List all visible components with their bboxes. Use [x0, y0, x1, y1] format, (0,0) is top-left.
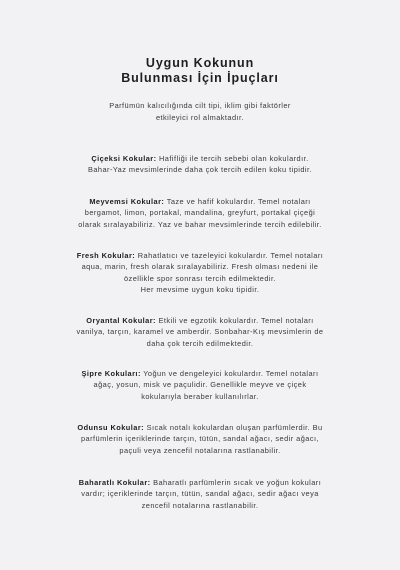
- intro-line: etkileyici rol almaktadır.: [155, 113, 245, 122]
- section-text: Rahatlatıcı ve tazeleyici kokulardır. Temel notaları: [135, 251, 324, 260]
- intro-text: [60, 100, 340, 124]
- section-term: Oryantal Kokular:: [86, 316, 156, 325]
- section-text: bergamot, limon, portakal, mandalina, greyfurt, portakal çiçeği: [84, 208, 316, 218]
- section-text: zencefil notalarına rastlanabilir.: [141, 500, 259, 510]
- section-oriental: [48, 315, 352, 349]
- section-text: özellikle spor sonrası tercih edilmektedir.: [123, 273, 277, 283]
- section-text: olarak sıralayabiliriz. Yaz ve bahar mevsimlerinde tercih edilebilir.: [78, 219, 322, 229]
- page-title: [0, 56, 400, 85]
- section-fresh: [48, 250, 352, 296]
- section-text: Taze ve hafif kokulardır. Temel notaları: [164, 197, 311, 206]
- section-text: Sıcak notalı kokulardan oluşan parfümlerdir. Bu: [144, 423, 323, 432]
- section-text: kokularıyla beraber kullanılırlar.: [141, 391, 259, 401]
- section-text: ağaç, yosun, misk ve paçulidir. Genellikle meyve ve çiçek: [93, 380, 307, 390]
- section-text: vardır; içeriklerinde tarçın, tütün, sandal ağacı, sedir ağacı veya: [81, 489, 319, 499]
- section-text: daha çok tercih edilmektedir.: [146, 338, 254, 348]
- page-title-line: Uygun Kokunun: [145, 56, 255, 70]
- section-first-line: [48, 250, 352, 261]
- section-text: vanilya, tarçın, karamel ve amberdir. Sonbahar-Kış mevsimlerin de: [76, 327, 324, 337]
- section-chypre: [48, 368, 352, 402]
- section-text: paçuli veya zencefil notalarına rastlanabilir.: [119, 445, 281, 455]
- section-term: Baharatlı Kokular:: [78, 478, 151, 487]
- section-first-line: [48, 368, 352, 379]
- page-title-line: Bulunması İçin İpuçları: [121, 70, 279, 85]
- section-term: Odunsu Kokular:: [77, 423, 145, 432]
- section-spicy: [48, 477, 352, 511]
- section-term: Şipre Kokuları:: [81, 369, 141, 378]
- section-first-line: [48, 422, 352, 433]
- section-text: Bahar-Yaz mevsimlerinde daha çok tercih edilen koku tipidir.: [87, 165, 313, 175]
- section-text: Etkili ve egzotik kokulardır. Temel notaları: [155, 316, 314, 325]
- section-floral: [48, 153, 352, 176]
- section-first-line: [48, 153, 352, 164]
- section-first-line: [48, 315, 352, 326]
- section-first-line: [48, 196, 352, 207]
- section-fruity: [48, 196, 352, 230]
- section-text: Baharatlı parfümlerin sıcak ve yoğun kokuları: [150, 478, 322, 487]
- section-text: Her mevsime uygun koku tipidir.: [140, 285, 260, 295]
- section-text: Yoğun ve dengeleyici kokulardır. Temel notaları: [140, 369, 319, 378]
- section-woody: [48, 422, 352, 456]
- section-text: Hafifliği ile tercih sebebi olan kokulardır.: [156, 154, 309, 163]
- intro-line: Parfümün kalıcılığında cilt tipi, iklim gibi faktörler: [109, 101, 291, 110]
- section-first-line: [48, 477, 352, 488]
- section-term: Fresh Kokular:: [76, 251, 136, 260]
- section-text: parfümlerin içeriklerinde tarçın, tütün, sandal ağacı, sedir ağacı,: [80, 434, 319, 444]
- section-term: Meyvemsi Kokular:: [89, 197, 165, 206]
- section-text: aqua, marin, fresh olarak sıralayabiliriz. Fresh olması nedeni ile: [81, 262, 319, 272]
- section-term: Çiçeksi Kokular:: [91, 154, 157, 163]
